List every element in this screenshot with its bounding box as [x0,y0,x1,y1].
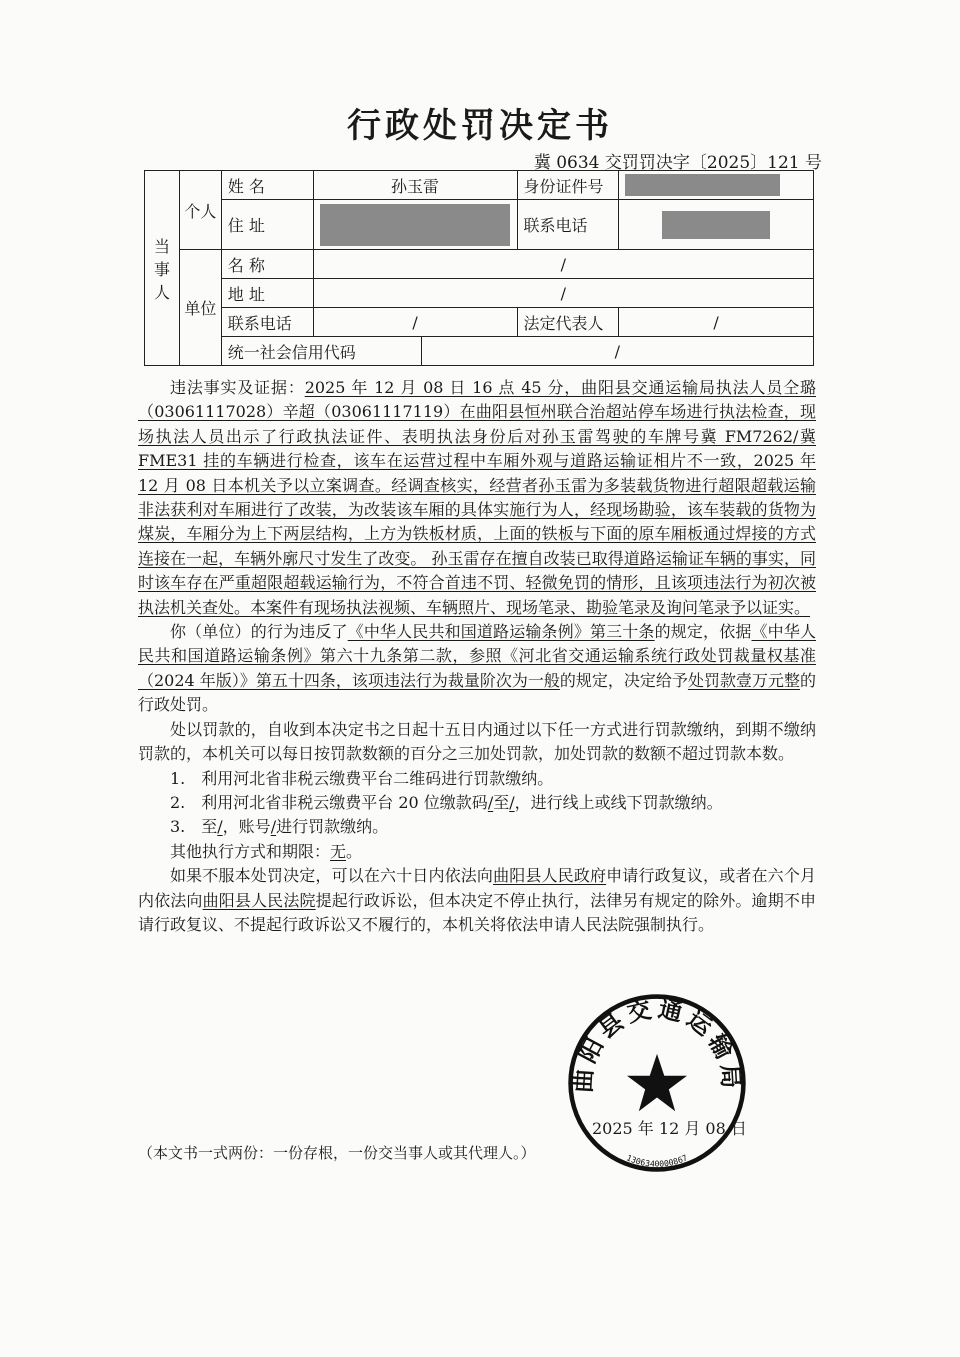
name-value: 孙玉雷 [313,171,517,200]
payment-text: 至 [493,792,510,812]
violation-text: 的规定，决定给予 [559,670,688,690]
document-title: 行政处罚决定书 [347,106,613,146]
other-execution [138,840,816,864]
payment-intro: 处以罚款的，自收到本决定书之日起十五日内通过以下任一方式进行罚款缴纳，到期不缴纳罚款的，本机关可以每日按罚款数额的百分之三加处罚款，加处罚款的数额不超过罚款本数。 [138,719,816,764]
payment-text: ，进行线上或线下罚款缴纳。 [514,792,723,812]
signing-date: 2025 年 12 月 08 日 [592,1119,747,1138]
payment-text: ，账号 [222,817,271,837]
payment-text: 2. 利用河北省非税云缴费平台 20 位缴款码 [170,792,488,812]
phone-label: 联系电话 [517,200,619,250]
violation-paragraph [138,620,816,718]
appeal-paragraph [138,864,816,937]
payment-item-2 [138,791,816,815]
unit-address-value: / [313,279,813,308]
unit-label: 单位 [179,250,221,366]
violation-text: 的行政处罚。 [138,670,816,715]
name-label: 姓 名 [221,171,313,200]
document-number: 冀 0634 交罚罚决字〔2025〕121 号 [533,153,822,173]
address-value [313,200,517,250]
redaction-block [625,174,780,196]
legal-rep-value: / [619,308,814,337]
other-execution-end: 。 [346,841,363,861]
phone-value [619,200,814,250]
facts-text: 2025 年 12 月 08 日 16 点 45 分，曲阳县交通运输局执法人员仝璐（03061117028）辛超（03061117119）在曲阳县恒州联合治超站停车场进行执法检查，现场执法人员出示了行政执法证件、表明执法身份后对孙玉雷驾驶的车牌号冀 FM7262/冀 FME31 挂的车辆进行检查，该车在运营过程中车厢外观与道路运输证相片不一致，2025 年 12 月 08 日本机关予以立案调查。经调查核实，经营者孙玉雷为多装载货物进行超限超载运输非法获利对车厢进行了改装，为改装该车厢的具体实施行为人，经现场勘验，该车装载的货物为煤炭，车厢分为上下两层结构，上方为铁板材质，上面的铁板与下面的原车厢板通过焊接的方式连接在一起，车辆外廓尺寸发生了改变。 孙玉雷存在擅自改装已取得道路运输证车辆的事实，同时该车存在严重超限超载运输行为，不符合首违不罚、轻微免罚的情形，且该项违法行为初次被执法机关查处。本案件有现场执法视频、车辆照片、现场笔录、勘验笔录及询问笔录予以证实。 [138,378,816,617]
seal-number: 1306340000867 [625,1152,689,1169]
payment-code-to: / [509,792,515,812]
facts-lead: 违法事实及证据： [170,378,305,397]
unit-phone-label: 联系电话 [221,308,313,337]
payment-bank: / [217,817,223,837]
appeal-text: 提起行政诉讼，但本决定不停止执行，法律另有规定的除外。逾期不申请行政复议、不提起行政诉讼又不履行的，本机关将依法申请人民法院强制执行。 [138,890,816,934]
penalty-amount: 处罚款壹万元整 [687,670,800,690]
payment-account: / [270,817,277,837]
other-execution-label: 其他执行方式和期限： [170,841,331,861]
footer-note: （本文书一式两份：一份存根，一份交当事人或其代理人。） [138,1144,536,1162]
court-name: 曲阳县人民法院 [202,890,316,910]
payment-code-from: / [487,792,494,812]
seal-text: 曲阳县交通运输局 [568,994,746,1094]
legal-rep-label: 法定代表人 [517,308,619,337]
other-execution-value: 无 [330,841,347,861]
legal-basis: 《中华人民共和国道路运输条例》第六十九条第二款，参照《河北省交通运输系统行政处罚裁量权基准（2024 年版）》第五十四条，该项违法行为裁量阶次为一般 [138,622,816,690]
payment-text: 进行罚款缴纳。 [276,817,389,837]
credit-code-label: 统一社会信用代码 [221,337,421,366]
party-info-table [144,170,814,366]
address-label: 住 址 [221,200,313,250]
id-label: 身份证件号 [517,171,619,200]
payment-item-3 [138,815,816,839]
unit-phone-value: / [313,308,517,337]
payment-item-1: 1. 利用河北省非税云缴费平台二维码进行罚款缴纳。 [170,768,554,788]
document-body [138,376,816,937]
unit-address-label: 地 址 [221,279,313,308]
facts-paragraph [138,376,816,620]
payment-text: 3. 至 [170,817,218,837]
id-value [619,171,814,200]
party-label: 当事人 [145,171,180,366]
appeal-text: 申请行政复议，或者在六个月内依法向 [138,866,816,910]
violated-law: 《中华人民共和国道路运输条例》第三十条 [347,622,655,642]
credit-code-value: / [421,337,813,366]
review-authority: 曲阳县人民政府 [493,866,607,886]
individual-label: 个人 [179,171,221,250]
official-seal [566,992,748,1174]
seal-star-icon [627,1054,687,1111]
appeal-text: 如果不服本处罚决定，可以在六十日内依法向 [170,866,494,886]
redaction-block [320,204,510,246]
unit-name-label: 名 称 [221,250,313,279]
redaction-block [662,211,770,239]
violation-text: 的规定，依据 [654,622,752,642]
unit-name-value: / [313,250,813,279]
violation-text: 你（单位）的行为违反了 [170,622,348,642]
